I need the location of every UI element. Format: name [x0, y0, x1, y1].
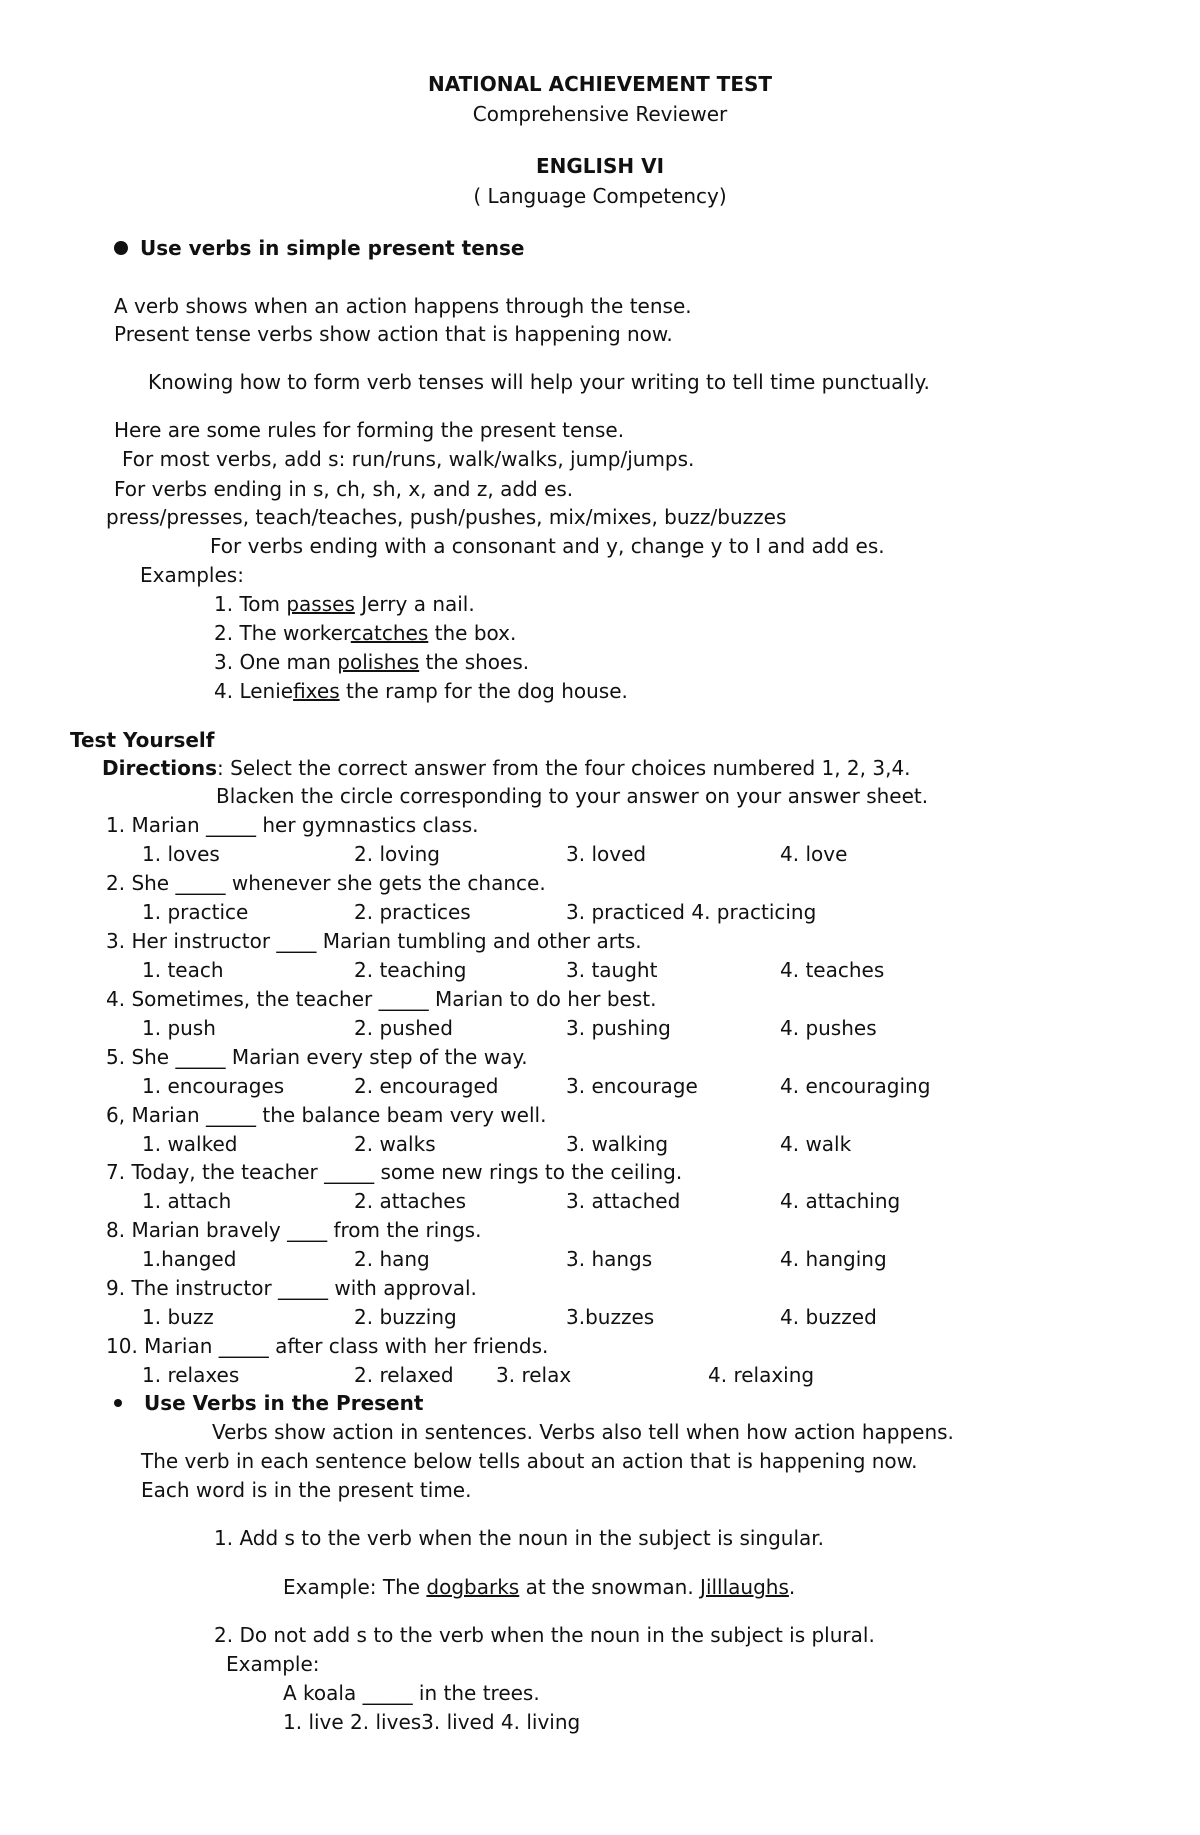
answer-choice: 2. hang [354, 1247, 430, 1271]
answer-choice: 1. push [142, 1016, 216, 1040]
answer-choice: 2. loving [354, 842, 440, 866]
underlined-verb: passes [286, 592, 355, 616]
question-text: 10. Marian _____ after class with her friends. [106, 1334, 549, 1358]
section2-example-question: A koala _____ in the trees. [283, 1681, 540, 1705]
directions-label: Directions [102, 756, 218, 780]
section2-rule-1: 1. Add s to the verb when the noun in the subject is singular. [214, 1526, 825, 1550]
doc-title: NATIONAL ACHIEVEMENT TEST [427, 72, 773, 96]
answer-choice: 1. walked [142, 1132, 238, 1156]
example-sentence: 2. The workercatches the box. [214, 621, 517, 645]
question-text: 5. She _____ Marian every step of the way. [106, 1045, 528, 1069]
answer-choice: 4. attaching [780, 1189, 901, 1213]
question-text: 1. Marian _____ her gymnastics class. [106, 813, 479, 837]
answer-choice: 3. hangs [566, 1247, 653, 1271]
intro-line-1: A verb shows when an action happens through the tense. [114, 294, 692, 318]
question-text: 8. Marian bravely ____ from the rings. [106, 1218, 482, 1242]
section2-line-2: The verb in each sentence below tells about an action that is happening now. [141, 1449, 918, 1473]
doc-subtitle: Comprehensive Reviewer [472, 102, 728, 126]
answer-choice: 2. practices [354, 900, 471, 924]
answer-choice: 3. encourage [566, 1074, 698, 1098]
rule-1: For most verbs, add s: run/runs, walk/walks, jump/jumps. [122, 447, 695, 471]
answer-choice: 4. love [780, 842, 848, 866]
underlined-verb: Jilllaughs [700, 1575, 789, 1599]
examples-label: Examples: [140, 563, 244, 587]
answer-choice: 4. buzzed [780, 1305, 877, 1329]
underlined-verb: dogbarks [426, 1575, 520, 1599]
underlined-verb: fixes [293, 679, 340, 703]
answer-choice: 4. pushes [780, 1016, 877, 1040]
answer-choice: 1. encourages [142, 1074, 285, 1098]
directions-line-2: Blacken the circle corresponding to your answer on your answer sheet. [216, 784, 929, 808]
example-sentence: 4. Leniefixes the ramp for the dog house. [214, 679, 628, 703]
answer-choice: 3.buzzes [566, 1305, 655, 1329]
answer-choice: 1.hanged [142, 1247, 237, 1271]
answer-choice: 1. buzz [142, 1305, 214, 1329]
section2-example-choices: 1. live 2. lives3. lived 4. living [283, 1710, 581, 1734]
answer-choice: 2. attaches [354, 1189, 467, 1213]
underlined-verb: catches [350, 621, 429, 645]
section2-heading: Use Verbs in the Present [144, 1391, 424, 1415]
answer-choice: 4. encouraging [780, 1074, 931, 1098]
underlined-verb: polishes [337, 650, 420, 674]
rules-intro: Here are some rules for forming the present tense. [114, 418, 625, 442]
test-heading: Test Yourself [70, 728, 215, 752]
section2-heading-row [114, 1391, 423, 1415]
section2-example-1: Example: The dogbarks at the snowman. Jilllaughs. [283, 1575, 796, 1599]
question-text: 6, Marian _____ the balance beam very well. [106, 1103, 547, 1127]
answer-choice: 3. practiced 4. practicing [566, 900, 817, 924]
question-text: 2. She _____ whenever she gets the chance. [106, 871, 546, 895]
rule-2-examples: press/presses, teach/teaches, push/pushes, mix/mixes, buzz/buzzes [106, 505, 787, 529]
section2-rule-2: 2. Do not add s to the verb when the noun in the subject is plural. [214, 1623, 875, 1647]
answer-choice: 3. attached [566, 1189, 681, 1213]
rule-2: For verbs ending in s, ch, sh, x, and z, add es. [114, 477, 574, 501]
answer-choice: 3. taught [566, 958, 658, 982]
answer-choice: 2. teaching [354, 958, 467, 982]
answer-choice: 2. walks [354, 1132, 436, 1156]
answer-choice: 4. walk [780, 1132, 852, 1156]
competency-label: ( Language Competency) [473, 184, 727, 208]
rule-3: For verbs ending with a consonant and y, change y to I and add es. [210, 534, 885, 558]
bullet-icon [114, 1399, 122, 1407]
subject-title: ENGLISH VI [535, 154, 665, 178]
answer-choice: 2. encouraged [354, 1074, 499, 1098]
answer-choice: 4. relaxing [708, 1363, 815, 1387]
bullet-icon [114, 241, 128, 255]
section2-line-1: Verbs show action in sentences. Verbs also tell when how action happens. [212, 1420, 954, 1444]
answer-choice: 1. attach [142, 1189, 232, 1213]
answer-choice: 4. teaches [780, 958, 885, 982]
intro-line-2: Present tense verbs show action that is happening now. [114, 322, 673, 346]
example-sentence: 1. Tom passes Jerry a nail. [214, 592, 475, 616]
section2-line-3: Each word is in the present time. [141, 1478, 472, 1502]
answer-choice: 2. relaxed [354, 1363, 454, 1387]
answer-choice: 3. pushing [566, 1016, 671, 1040]
answer-choice: 2. buzzing [354, 1305, 457, 1329]
answer-choice: 4. hanging [780, 1247, 887, 1271]
answer-choice: 2. pushed [354, 1016, 453, 1040]
section1-heading: Use verbs in simple present tense [140, 236, 525, 260]
answer-choice: 1. teach [142, 958, 224, 982]
answer-choice: 1. loves [142, 842, 220, 866]
question-text: 4. Sometimes, the teacher _____ Marian to do her best. [106, 987, 657, 1011]
answer-choice: 1. relaxes [142, 1363, 240, 1387]
answer-choice: 3. relax [496, 1363, 572, 1387]
question-text: 9. The instructor _____ with approval. [106, 1276, 477, 1300]
directions: Directions: Select the correct answer from the four choices numbered 1, 2, 3,4. [102, 756, 911, 780]
intro-line-3: Knowing how to form verb tenses will help your writing to tell time punctually. [148, 370, 930, 394]
question-text: 7. Today, the teacher _____ some new rings to the ceiling. [106, 1160, 683, 1184]
answer-choice: 3. walking [566, 1132, 669, 1156]
section2-example-label: Example: [226, 1652, 320, 1676]
section1-heading-row [114, 236, 524, 260]
example-sentence: 3. One man polishes the shoes. [214, 650, 530, 674]
question-text: 3. Her instructor ____ Marian tumbling and other arts. [106, 929, 642, 953]
answer-choice: 1. practice [142, 900, 249, 924]
answer-choice: 3. loved [566, 842, 647, 866]
